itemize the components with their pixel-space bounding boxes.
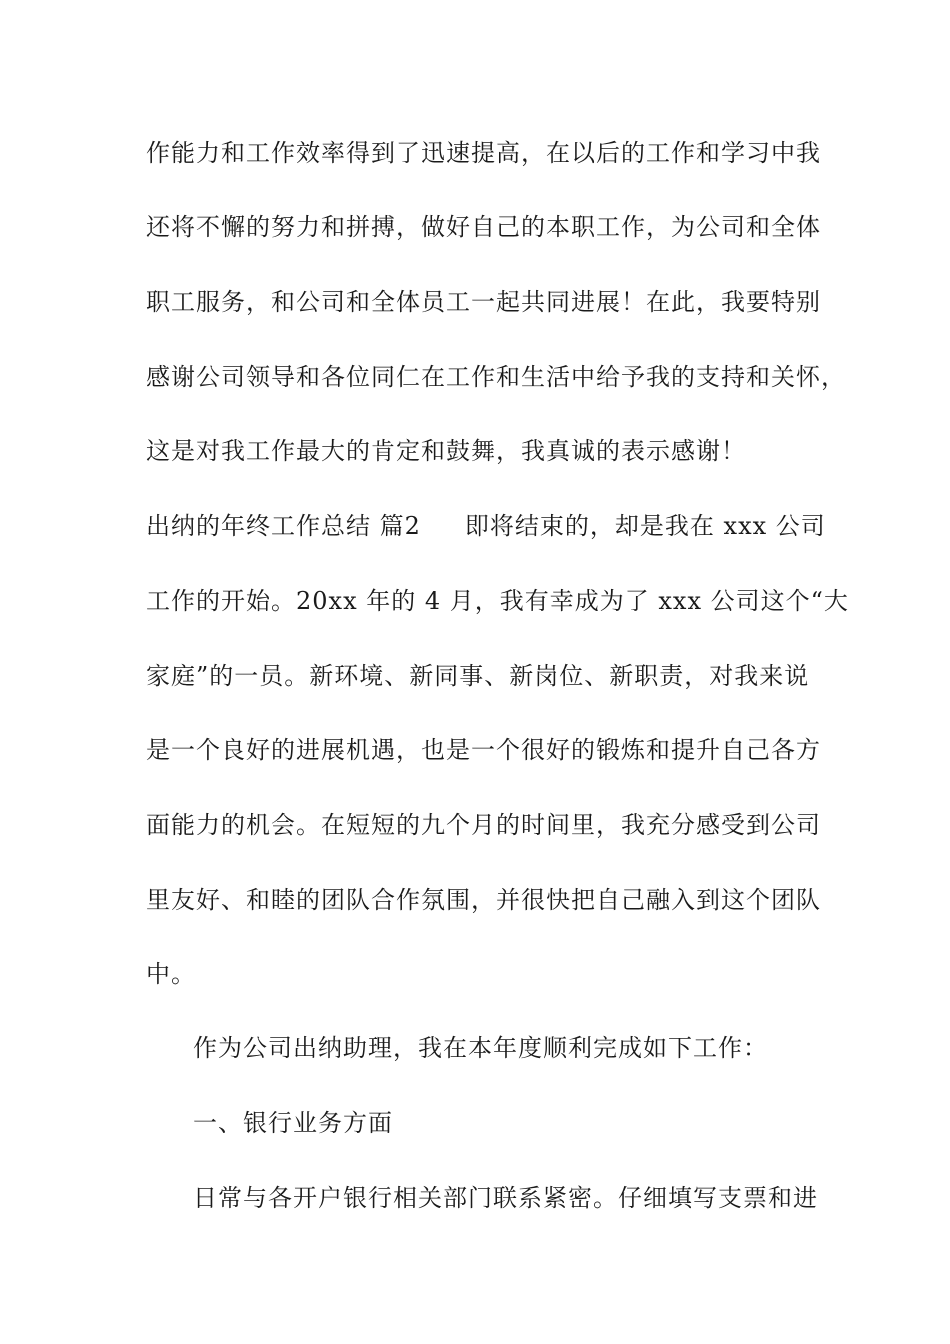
section-line-3: 是一个良好的进展机遇，也是一个很好的锻炼和提升自己各方 <box>146 736 821 764</box>
section-heading-line <box>146 510 826 542</box>
section-line-1: 工作的开始。20xx 年的 4 月，我有幸成为了 xxx 公司这个“大 <box>146 587 849 615</box>
body-line-5: 这是对我工作最大的肯定和鼓舞，我真诚的表示感谢！ <box>146 437 746 465</box>
body-line-2: 还将不懈的努力和拼搏，做好自己的本职工作，为公司和全体 <box>146 213 821 241</box>
section-line-5: 里友好、和睦的团队合作氛围，并很快把自己融入到这个团队 <box>146 886 821 914</box>
bank-paragraph-line-1: 日常与各开户银行相关部门联系紧密。仔细填写支票和进 <box>193 1184 818 1212</box>
section-line-6: 中。 <box>146 960 196 988</box>
section-line-2: 家庭”的一员。新环境、新同事、新岗位、新职责，对我来说 <box>146 662 810 690</box>
section-heading: 出纳的年终工作总结 篇2 <box>146 512 421 540</box>
section-line-4: 面能力的机会。在短短的九个月的时间里，我充分感受到公司 <box>146 811 821 839</box>
section-first-line: 即将结束的，却是我在 xxx 公司 <box>464 512 826 540</box>
intro-paragraph: 作为公司出纳助理，我在本年度顺利完成如下工作： <box>193 1034 768 1062</box>
body-line-1: 作能力和工作效率得到了迅速提高，在以后的工作和学习中我 <box>146 139 821 167</box>
body-line-3: 职工服务，和公司和全体员工一起共同进展！在此，我要特别 <box>146 288 821 316</box>
body-line-4: 感谢公司领导和各位同仁在工作和生活中给予我的支持和关怀， <box>146 363 846 391</box>
subheading-bank-business: 一、银行业务方面 <box>193 1109 393 1137</box>
